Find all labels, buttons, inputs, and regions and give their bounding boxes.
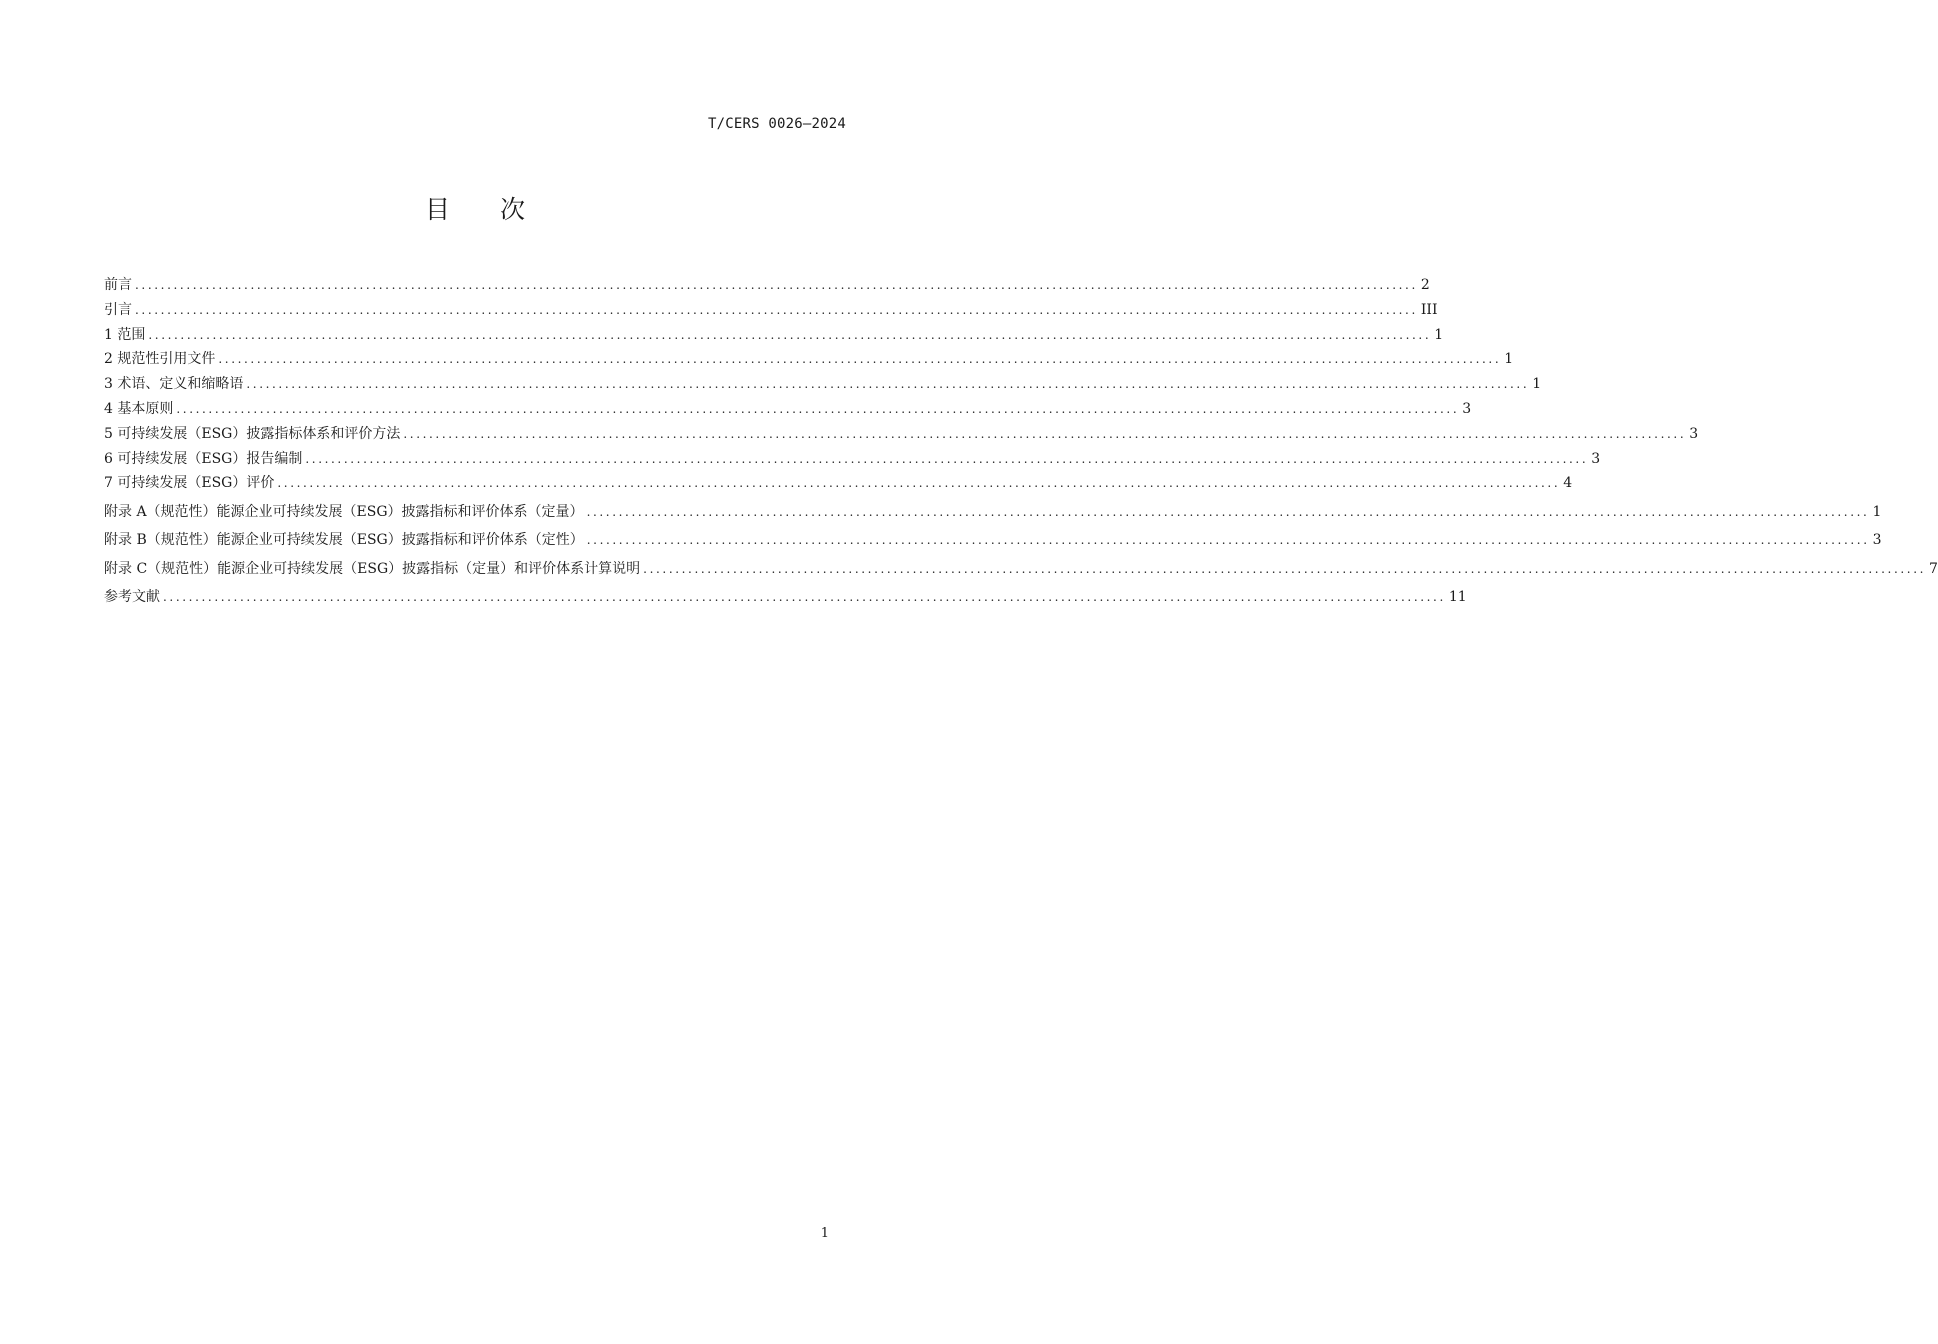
- toc-entry-page: 1: [1504, 351, 1514, 368]
- toc-entry-page: 4: [1563, 475, 1573, 492]
- table-of-contents: [104, 274, 1938, 611]
- toc-dot-leader: ........................................................................................................................................................................................................: [403, 426, 1687, 441]
- toc-dot-leader: ........................................................................................................................................................................................................: [176, 401, 1460, 416]
- toc-entry-label: 引言: [104, 301, 132, 318]
- toc-entry-page: 3: [1462, 400, 1472, 417]
- toc-entry[interactable]: [104, 586, 1467, 611]
- toc-dot-leader: ........................................................................................................................................................................................................: [586, 504, 1870, 519]
- toc-entry-label: 参考文献: [104, 589, 160, 606]
- toc-entry-page: 1: [1872, 503, 1882, 520]
- toc-entry[interactable]: [104, 472, 1573, 501]
- toc-entry-page: 1: [1434, 326, 1444, 343]
- toc-entry-page: 3: [1591, 450, 1601, 467]
- toc-dot-leader: ........................................................................................................................................................................................................: [163, 590, 1446, 605]
- toc-entry-label: 4 基本原则: [104, 400, 174, 417]
- toc-entry-page: 1: [1532, 376, 1542, 393]
- toc-entry[interactable]: [104, 348, 1514, 373]
- page-title: 目次: [424, 195, 575, 224]
- toc-dot-leader: ........................................................................................................................................................................................................: [135, 302, 1418, 317]
- toc-entry[interactable]: [104, 373, 1542, 398]
- toc-dot-leader: ........................................................................................................................................................................................................: [586, 533, 1870, 548]
- toc-entry-label: 附录 C（规范性）能源企业可持续发展（ESG）披露指标（定量）和评价体系计算说明: [104, 560, 641, 577]
- toc-entry[interactable]: [104, 448, 1601, 473]
- document-code: T/CERS 0026—2024: [707, 116, 846, 132]
- toc-entry-label: 6 可持续发展（ESG）报告编制: [104, 450, 303, 467]
- toc-entry-label: 5 可持续发展（ESG）披露指标体系和评价方法: [104, 425, 401, 442]
- toc-entry-page: 3: [1872, 532, 1882, 549]
- toc-entry[interactable]: [104, 274, 1430, 299]
- toc-entry[interactable]: [104, 398, 1472, 423]
- toc-entry[interactable]: [104, 529, 1882, 558]
- toc-entry-label: 附录 A（规范性）能源企业可持续发展（ESG）披露指标和评价体系（定量）: [104, 503, 584, 520]
- toc-entry[interactable]: [104, 324, 1444, 349]
- toc-entry-page: 3: [1689, 425, 1699, 442]
- toc-dot-leader: ........................................................................................................................................................................................................: [246, 377, 1530, 392]
- toc-entry-page: III: [1420, 301, 1438, 318]
- toc-dot-leader: ........................................................................................................................................................................................................: [148, 327, 1432, 342]
- toc-entry[interactable]: [104, 558, 1938, 587]
- toc-entry-page: 7: [1929, 560, 1938, 577]
- toc-entry-page: 2: [1420, 277, 1430, 293]
- toc-entry-label: 3 术语、定义和缩略语: [104, 376, 244, 393]
- toc-entry[interactable]: [104, 423, 1699, 448]
- toc-dot-leader: ........................................................................................................................................................................................................: [643, 561, 1927, 576]
- toc-entry-label: 1 范围: [104, 326, 146, 343]
- toc-dot-leader: ........................................................................................................................................................................................................: [135, 278, 1418, 292]
- toc-entry-label: 附录 B（规范性）能源企业可持续发展（ESG）披露指标和评价体系（定性）: [104, 532, 584, 549]
- page-number: 1: [820, 1226, 829, 1241]
- toc-dot-leader: ........................................................................................................................................................................................................: [277, 476, 1561, 491]
- toc-entry-label: 7 可持续发展（ESG）评价: [104, 475, 275, 492]
- toc-entry-page: 11: [1448, 589, 1467, 606]
- toc-dot-leader: ........................................................................................................................................................................................................: [305, 451, 1589, 466]
- toc-entry-label: 前言: [104, 277, 132, 293]
- toc-entry-label: 2 规范性引用文件: [104, 351, 216, 368]
- toc-entry[interactable]: [104, 501, 1882, 530]
- toc-entry[interactable]: [104, 299, 1438, 324]
- toc-dot-leader: ........................................................................................................................................................................................................: [218, 352, 1502, 367]
